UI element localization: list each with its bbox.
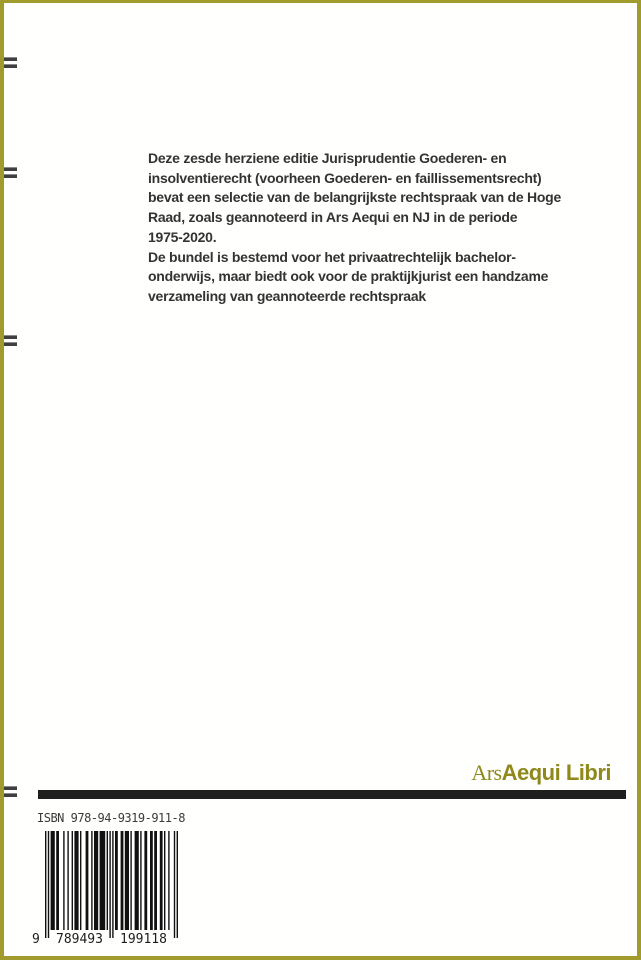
registration-mark-line: [4, 786, 17, 790]
registration-mark-line: [4, 342, 17, 346]
barcode-digits-right: 199118: [120, 932, 167, 947]
publisher-logo: [471, 760, 611, 786]
blurb-line: bevat een selectie van de belangrijkste rechtspraak van de Hoge: [148, 189, 561, 206]
barcode-digit-lead: 9: [32, 932, 40, 947]
registration-mark-line: [4, 57, 17, 61]
barcode-digits-left: 789493: [56, 932, 103, 947]
barcode: [32, 831, 182, 950]
registration-mark-line: [4, 167, 17, 171]
blurb-line: Raad, zoals geannoteerd in Ars Aequi en NJ in de periode: [148, 209, 518, 226]
blurb-text: [148, 149, 588, 307]
registration-mark-line: [4, 174, 17, 178]
barcode-svg: [45, 831, 178, 938]
logo-libri: Libri: [560, 760, 611, 785]
blurb-line: Deze zesde herziene editie Jurisprudentie Goederen- en: [148, 150, 507, 166]
barcode-digits: [32, 932, 182, 948]
registration-mark-line: [4, 64, 17, 68]
registration-mark: [4, 57, 17, 71]
registration-mark-line: [4, 793, 17, 797]
divider-rule: [38, 790, 626, 799]
isbn-text: ISBN 978-94-9319-911-8: [37, 811, 185, 825]
registration-mark-line: [4, 335, 17, 339]
registration-mark: [4, 335, 17, 349]
blurb-line: onderwijs, maar biedt ook voor de praktijkjurist een handzame: [148, 268, 549, 285]
registration-mark: [4, 167, 17, 181]
logo-ars: Ars: [471, 760, 502, 785]
logo-aequi: Aequi: [501, 760, 561, 785]
blurb-line: insolventierecht (voorheen Goederen- en faillissementsrecht): [148, 169, 542, 186]
blurb-line: verzameling van geannoteerde rechtspraak: [148, 287, 426, 304]
blurb-line: De bundel is bestemd voor het privaatrechtelijk bachelor-: [148, 248, 516, 265]
registration-mark: [4, 786, 17, 800]
blurb-line: 1975-2020.: [148, 228, 217, 245]
